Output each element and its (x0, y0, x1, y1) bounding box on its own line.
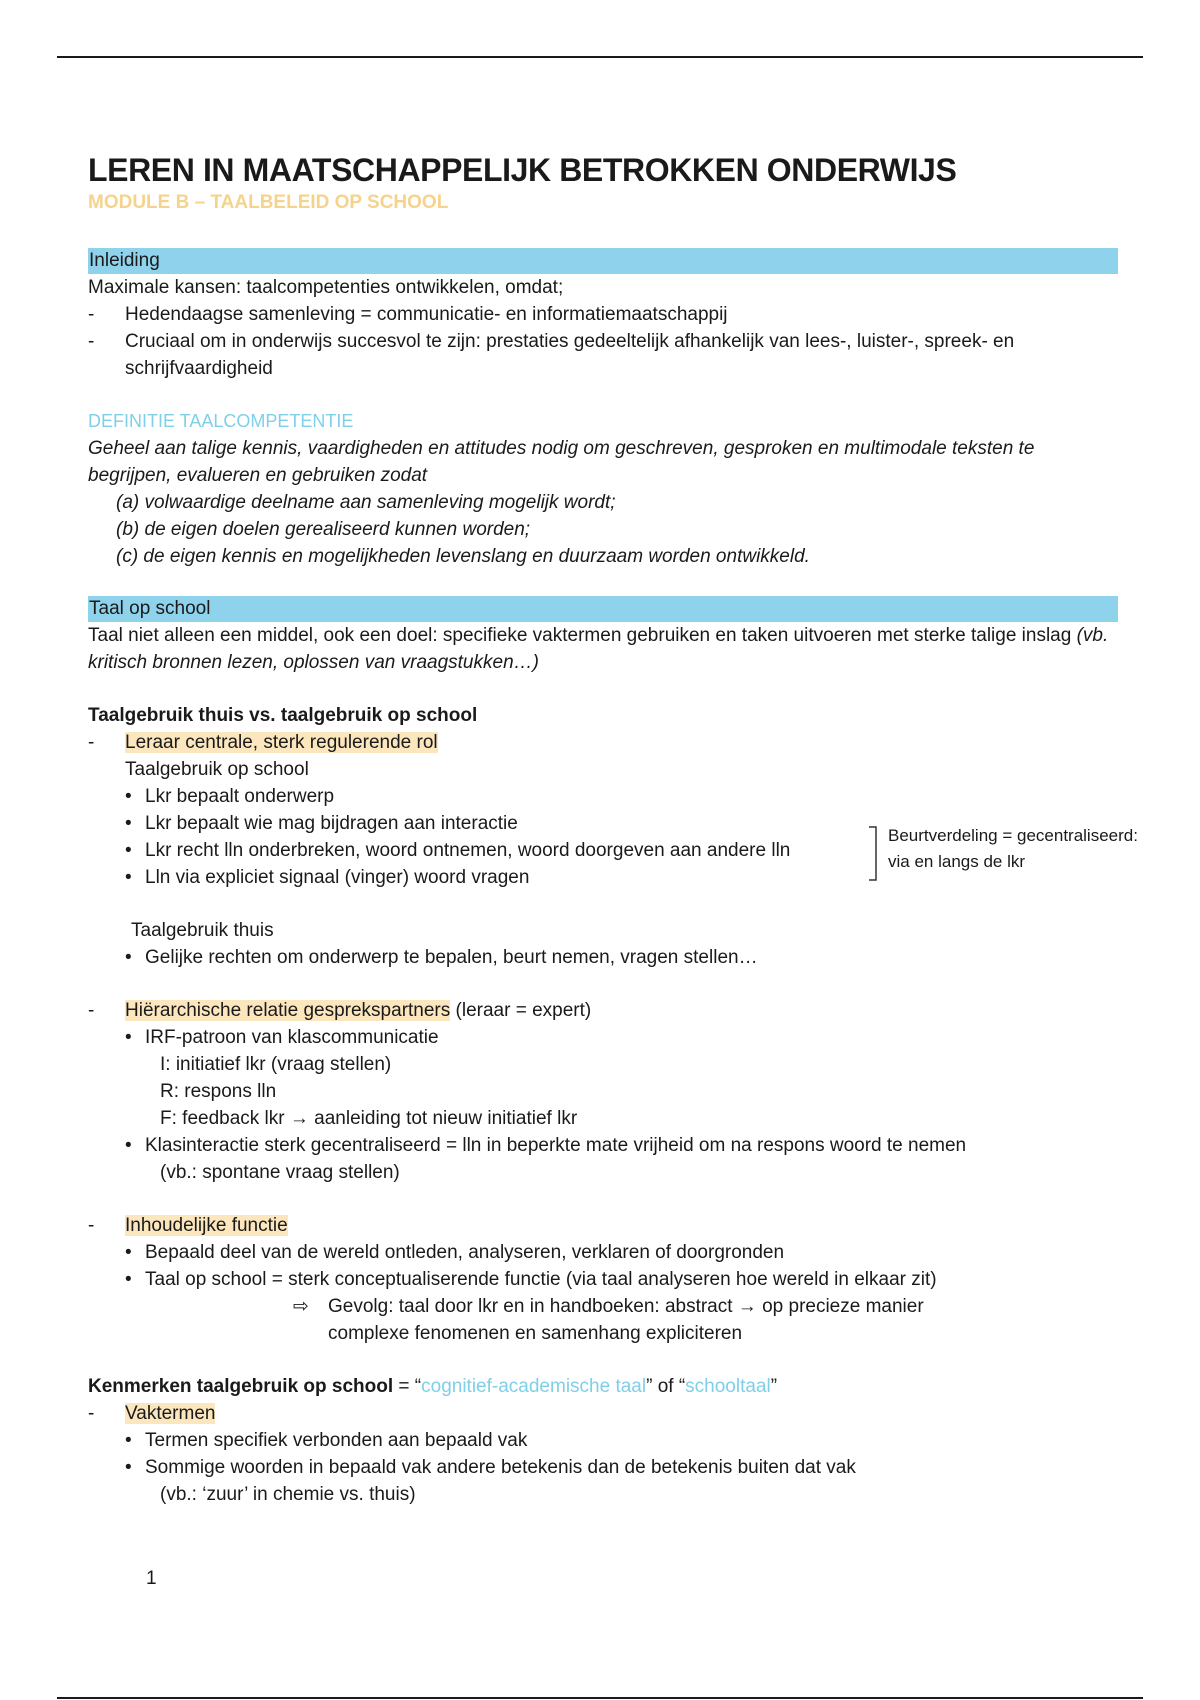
irf-line: I: initiatief lkr (vraag stellen) (160, 1054, 392, 1075)
document-subtitle: MODULE B – TAALBELEID OP SCHOOL (88, 192, 449, 213)
header-rule (57, 56, 1143, 58)
term-cognitief: cognitief-academische taal (421, 1376, 647, 1397)
definition-text: Geheel aan talige kennis, vaardigheden en attitudes nodig om geschreven, gesproken en multimodale teksten te begrijpen, evalueren en gebruiken zodat (88, 438, 1035, 486)
irf-line: R: respons lln (160, 1081, 277, 1102)
definition-point: (a) volwaardige deelname aan samenleving mogelijk wordt; (116, 492, 616, 513)
list-item: - Cruciaal om in onderwijs succesvol te zijn: prestaties gedeeltelijk afhankelijk van lees-, luister-, spreek- en schrijfvaardigheid (88, 331, 1015, 379)
highlight-vaktermen: Vaktermen (125, 1403, 216, 1424)
bullet-item: • Taal op school = sterk conceptualiserende functie (via taal analyseren hoe wereld in elkaar zit) (125, 1269, 937, 1290)
arrow-right-icon: ⇨ (293, 1296, 309, 1317)
list-item: - Inhoudelijke functie (88, 1215, 288, 1236)
vaktermen-example: (vb.: ‘zuur’ in chemie vs. thuis) (160, 1484, 416, 1505)
irf-line: F: feedback lkr → aanleiding tot nieuw initiatief lkr (160, 1108, 578, 1129)
bullet-item: • Lln via expliciet signaal (vinger) woord vragen (125, 867, 530, 888)
definition-heading: DEFINITIE TAALCOMPETENTIE (88, 411, 354, 431)
bullet-item: • Lkr recht lln onderbreken, woord ontnemen, woord doorgeven aan andere lln (125, 840, 791, 861)
footer-rule (57, 1697, 1143, 1699)
bullet-item: • Lkr bepaalt wie mag bijdragen aan interactie (125, 813, 518, 834)
side-note-line: Beurtverdeling = gecentraliseerd: (888, 826, 1138, 845)
bullet-item: • Gelijke rechten om onderwerp te bepalen, beurt nemen, vragen stellen… (125, 947, 758, 968)
list-item: - Hedendaagse samenleving = communicatie- en informatiemaatschappij (88, 304, 728, 325)
definition-point: (c) de eigen kennis en mogelijkheden levenslang en duurzaam worden ontwikkeld. (116, 546, 810, 567)
bullet-item: • Bepaald deel van de wereld ontleden, analyseren, verklaren of doorgronden (125, 1242, 785, 1263)
gevolg-line: ⇨ Gevolg: taal door lkr en in handboeken: abstract → op precieze manier (88, 1293, 1118, 1320)
highlight-leraar: Leraar centrale, sterk regulerende rol (125, 732, 438, 753)
term-schooltaal: schooltaal (685, 1376, 771, 1397)
document-title: LEREN IN MAATSCHAPPELIJK BETROKKEN ONDERWIJS (88, 152, 957, 188)
page-number: 1 (146, 1568, 157, 1589)
highlight-hierarchie: Hiërarchische relatie gesprekspartners (125, 1000, 451, 1021)
school-subheading: Taalgebruik op school (125, 759, 309, 780)
klas-example: (vb.: spontane vraag stellen) (160, 1162, 400, 1183)
inleiding-intro: Maximale kansen: taalcompetenties ontwikkelen, omdat; (88, 277, 564, 298)
taal-op-school-example: (vb. kritisch bronnen lezen, oplossen van vraagstukken…) (88, 625, 1109, 673)
bullet-item: • Klasinteractie sterk gecentraliseerd = lln in beperkte mate vrijheid om na respons woord te nemen (125, 1135, 967, 1156)
section-heading-inleiding: Inleiding (88, 248, 1118, 274)
bullet-item: • Termen specifiek verbonden aan bepaald vak (125, 1430, 528, 1451)
subheading-thuis-vs-school: Taalgebruik thuis vs. taalgebruik op school (88, 705, 478, 726)
bullet-item: • Sommige woorden in bepaald vak andere betekenis dan de betekenis buiten dat vak (125, 1457, 856, 1478)
bullet-item: • IRF-patroon van klascommunicatie (125, 1027, 439, 1048)
list-item: - Hiërarchische relatie gesprekspartners (leraar = expert) (88, 1000, 592, 1021)
taal-op-school-text: Taal niet alleen een middel, ook een doel: specifieke vaktermen gebruiken en taken uitvoeren met sterke talige inslag (vb. kritisch bronnen lezen, oplossen van vraagstukken…) (88, 625, 1109, 673)
gevolg-line: complexe fenomenen en samenhang expliciteren (328, 1323, 743, 1344)
side-note-line: via en langs de lkr (888, 852, 1026, 871)
section-heading-taal-op-school: Taal op school (88, 596, 1118, 622)
list-item: - Vaktermen (88, 1403, 216, 1424)
list-item: - Leraar centrale, sterk regulerende rol (88, 732, 438, 753)
side-note (866, 823, 1138, 875)
definition-point: (b) de eigen doelen gerealiseerd kunnen worden; (116, 519, 531, 540)
highlight-inhoud: Inhoudelijke functie (125, 1215, 288, 1236)
thuis-subheading: Taalgebruik thuis (131, 920, 274, 941)
bullet-item: • Lkr bepaalt onderwerp (125, 786, 335, 807)
subheading-kenmerken: Kenmerken taalgebruik op school = “cognitief-academische taal” of “schooltaal” (88, 1376, 778, 1397)
